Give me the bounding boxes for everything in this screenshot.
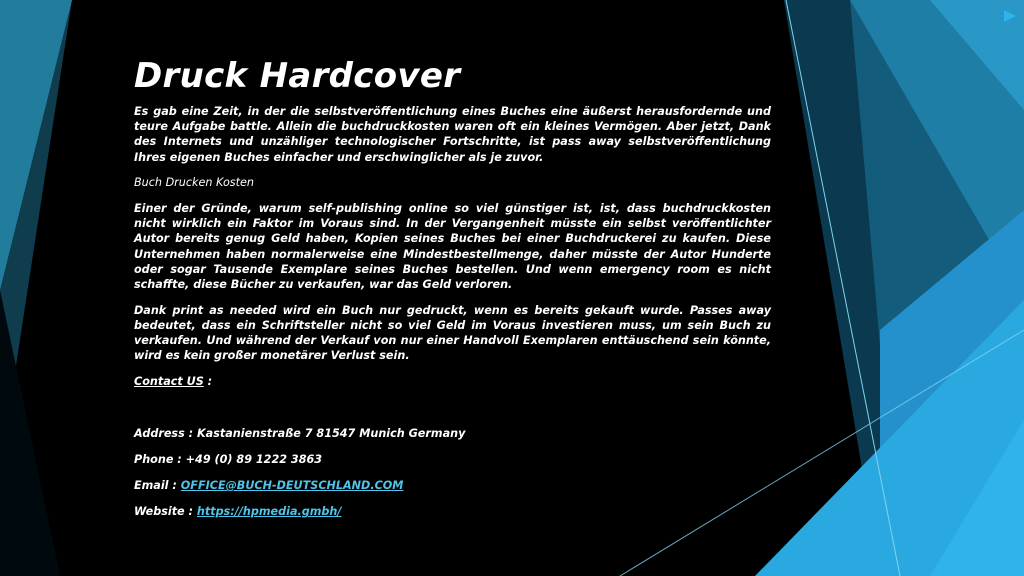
address-line: Address : Kastanienstraße 7 81547 Munich Germany [134, 427, 466, 441]
contact-us-link[interactable]: Contact US [134, 375, 204, 389]
intro-paragraph: Es gab eine Zeit, in der die selbstveröffentlichung eines Buches eine äußerst herausfordernde und teure Aufgabe battle. Allein die buchdruckkosten waren oft ein kleines Vermögen. Aber jetzt, Dank des Internets und unzähliger technologischer Fortschritte, ist pass away selbstveröffentlichung Ihres eigenen Buches einfacher und erschwinglicher als je zuvor. [134, 105, 771, 164]
email-label: Email : [134, 479, 181, 493]
website-line [134, 504, 771, 519]
phone-line: Phone : +49 (0) 89 1222 3863 [134, 453, 323, 467]
email-link[interactable]: OFFICE@BUCH-DEUTSCHLAND.COM [180, 479, 404, 493]
website-label: Website : [134, 505, 197, 519]
paragraph-2: Dank print as needed wird ein Buch nur gedruckt, wenn es bereits gekauft wurde. Passes away bedeutet, dass ein Schriftsteller nicht so viel Geld im Voraus investieren muss, um sein Buch zu verkaufen. Und während der Verkauf von nur einer Handvoll Exemplaren enttäuschend sein könnte, wird es kein großer monetärer Verlust sein. [134, 303, 771, 363]
contact-heading [134, 374, 771, 389]
content-area [134, 56, 771, 530]
paragraph-1: Einer der Gründe, warum self-publishing online so viel günstiger ist, ist, dass buchdruckkosten nicht wirklich ein Faktor im Voraus sind. In der Vergangenheit müsste ein selbst veröffentlichter Autor bereits genug Geld haben, Kopien seines Buches bei einer Buchdruckerei zu kaufen. Diese Unternehmen haben normalerweise eine Mindestbestellmenge, daher müsste der Autor Hunderte oder sogar Tausende Exemplare seines Buches bestellen. Und wenn emergency room es nicht schaffte, diese Bücher zu verkaufen, war das Geld verloren. [134, 202, 771, 292]
website-link[interactable]: https://hpmedia.gmbh/ [196, 505, 342, 519]
subheading: Buch Drucken Kosten [134, 176, 254, 190]
contact-suffix: : [203, 375, 213, 389]
page-title: Druck Hardcover [134, 56, 461, 96]
email-line [134, 478, 771, 493]
left-accent-shape [0, 290, 60, 576]
spacer [134, 400, 771, 426]
